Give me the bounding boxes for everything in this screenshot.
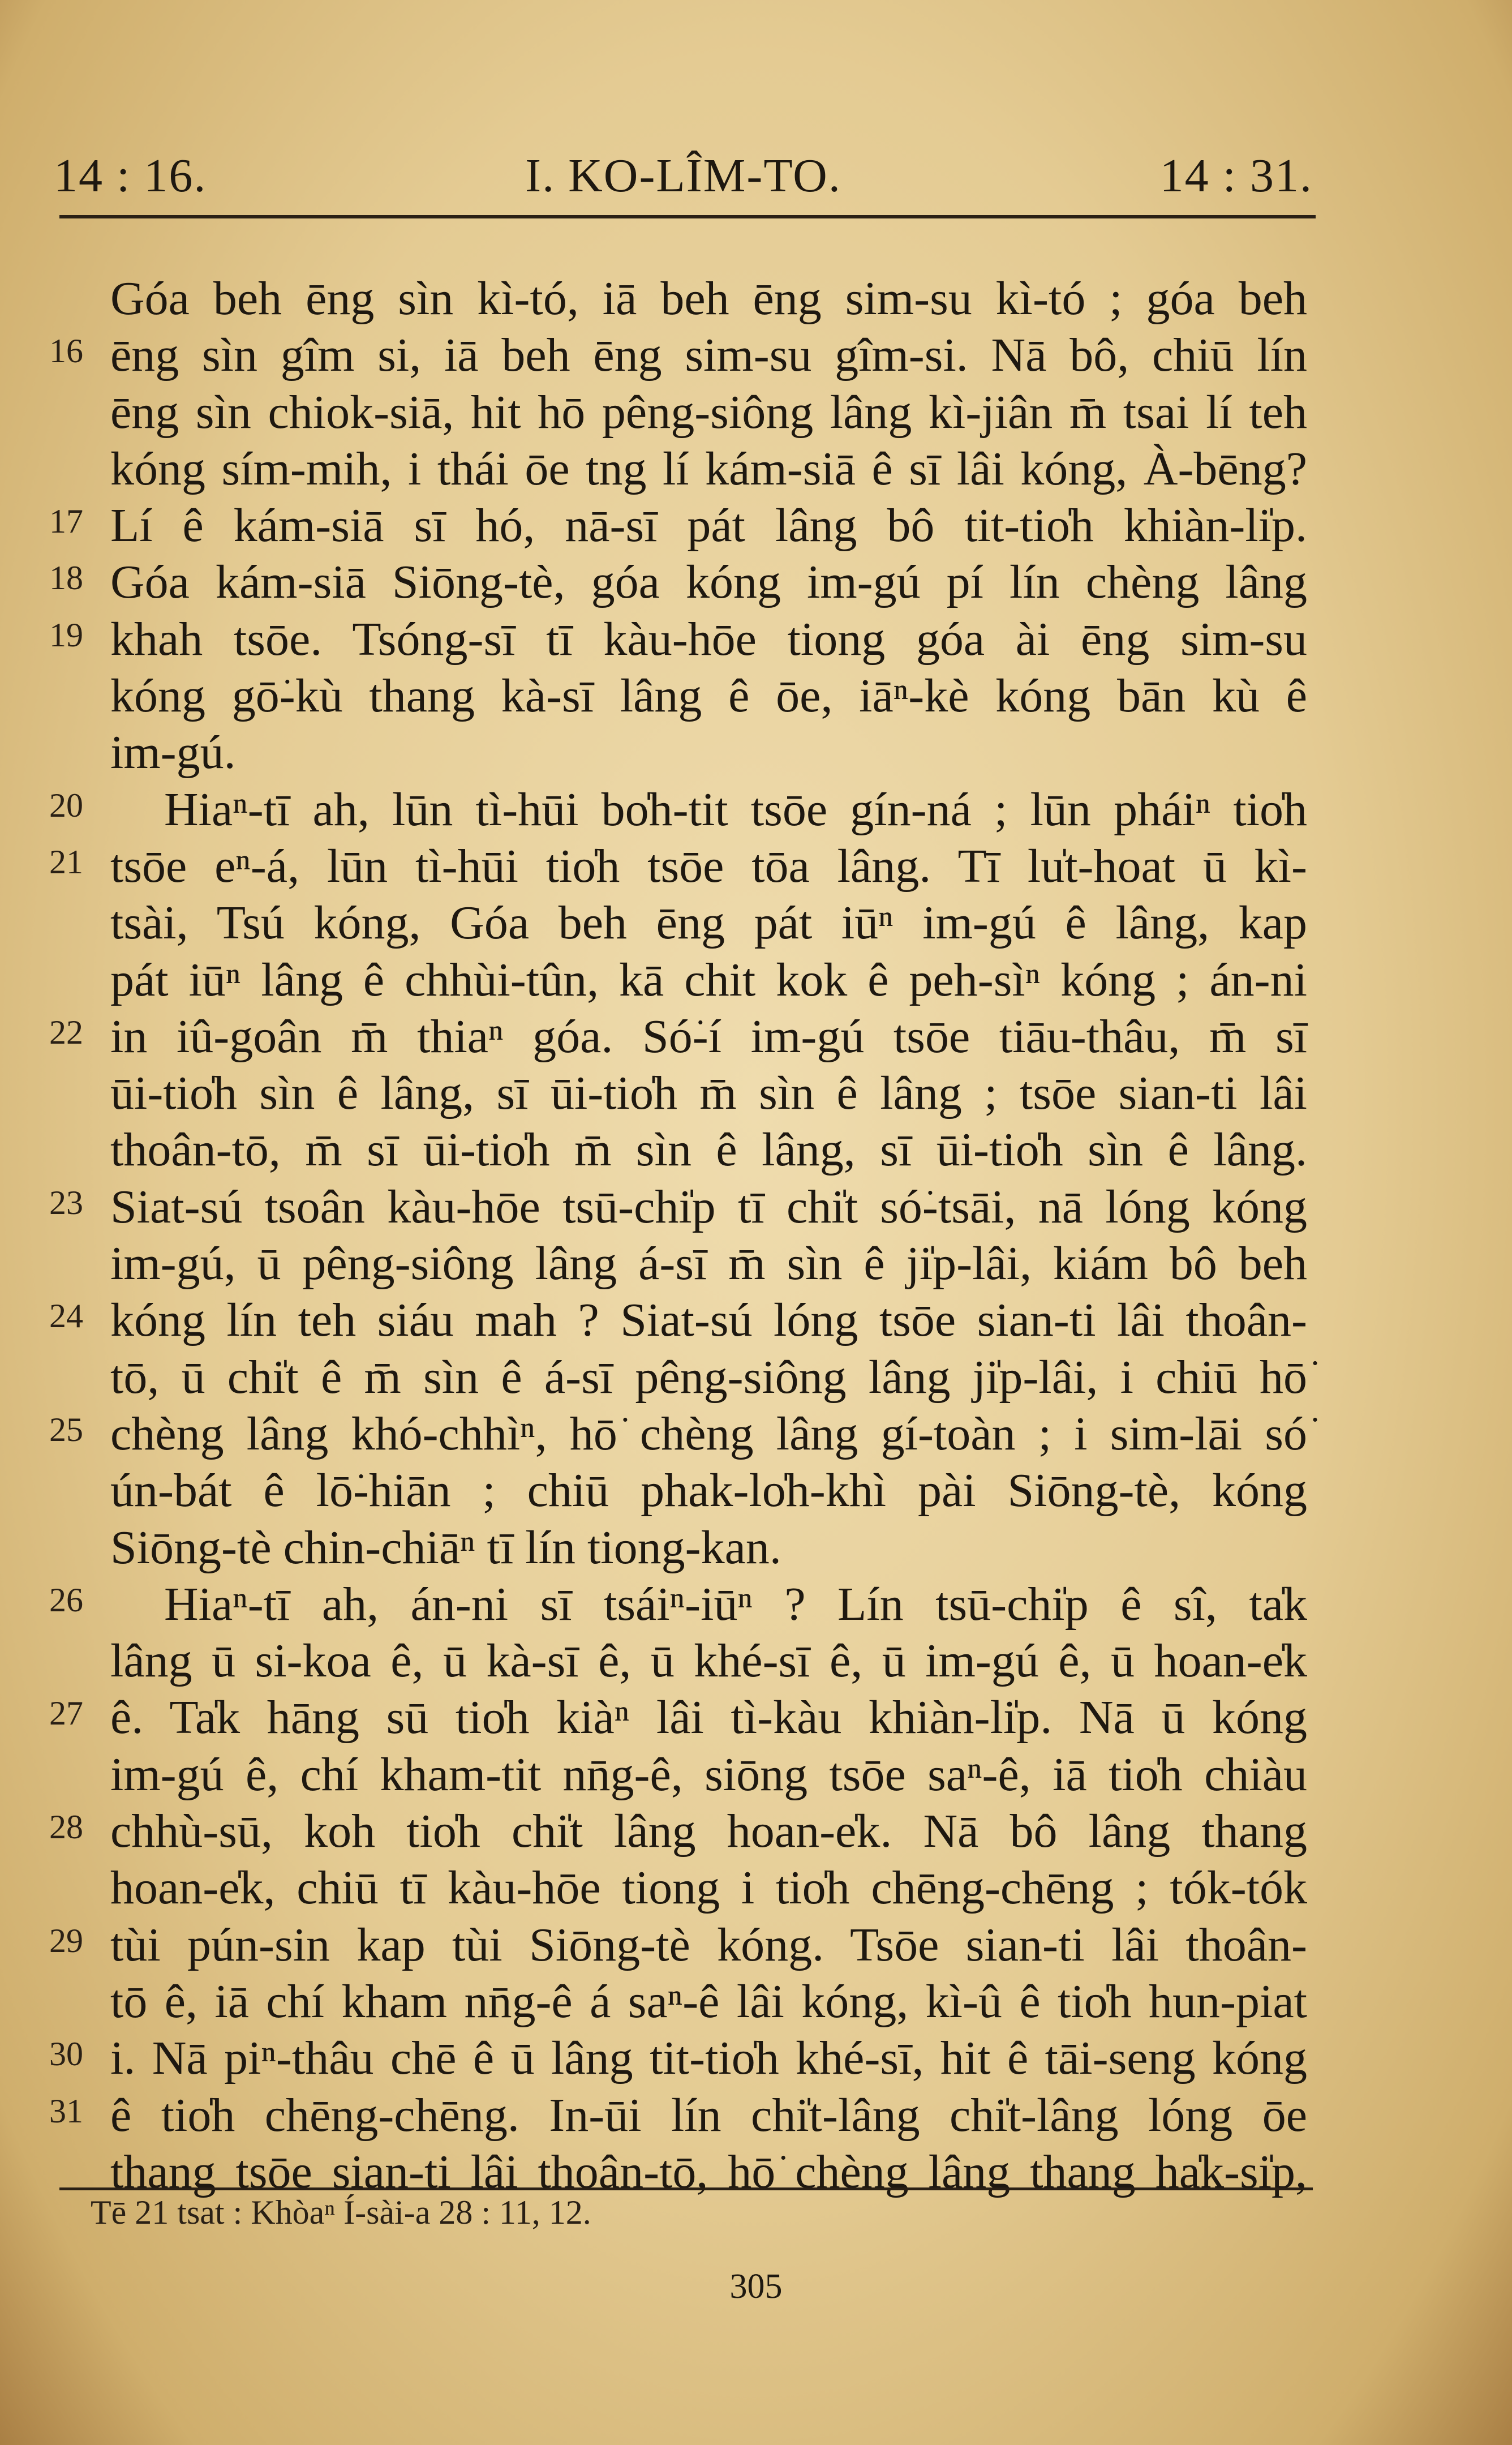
text-line: [110, 668, 1307, 724]
line-text: ūi-tio̍h sìn ê lâng, sī ūi-tio̍h m̄ sìn ê lâng ; tsōe sian-ti lâi: [110, 1067, 1307, 1120]
line-text: Lí ê kám-siā sī hó, nā-sī pát lâng bô tit-tio̍h khiàn-li̍p.: [110, 499, 1307, 552]
text-line: [49, 782, 1307, 838]
text-line: [49, 1689, 1307, 1746]
line-text: tō ê, iā chí kham nn̄g-ê á saⁿ-ê lâi kóng, kì-û ê tio̍h hun-piat: [110, 1975, 1307, 2028]
line-text: i. Nā piⁿ-thâu chē ê ū lâng tit-tio̍h khé-sī, hit ê tāi-seng kóng: [110, 2032, 1307, 2085]
verse-number: 16: [49, 332, 83, 370]
verse-number: 20: [49, 786, 83, 824]
text-line: [110, 1974, 1307, 2030]
text-line: [110, 1349, 1307, 1406]
header-chapter-end: 14 : 31.: [1159, 149, 1313, 202]
text-line: [110, 1860, 1307, 1916]
text-line: [49, 1009, 1307, 1065]
verse-number: 24: [49, 1297, 83, 1335]
verse-number: 27: [49, 1695, 83, 1732]
verse-number: 31: [49, 2092, 83, 2130]
line-text: im-gú.: [110, 726, 236, 779]
line-text: ê tio̍h chēng-chēng. In-ūi lín chi̍t-lâng chi̍t-lâng lóng ōe: [110, 2088, 1307, 2142]
line-text: Hiaⁿ-tī ah, án-ni sī tsáiⁿ-iūⁿ ? Lín tsū-chi̍p ê sî, ta̍k: [164, 1577, 1307, 1631]
line-text: kóng gō͘-kù thang kà-sī lâng ê ōe, iāⁿ-kè kóng bān kù ê: [110, 670, 1307, 723]
line-text: Góa kám-siā Siōng-tè, góa kóng im-gú pí lín chèng lâng: [110, 556, 1307, 609]
line-text: Siōng-tè chin-chiāⁿ tī lín tiong-kan.: [110, 1521, 781, 1574]
text-line: [49, 838, 1307, 895]
text-line: [110, 2144, 1307, 2200]
line-text: Hiaⁿ-tī ah, lūn tì-hūi bo̍h-tit tsōe gín-ná ; lūn pháiⁿ tio̍h: [164, 783, 1307, 836]
line-text: ún-bát ê lō͘-hiān ; chiū phak-lo̍h-khì pài Siōng-tè, kóng: [110, 1464, 1307, 1517]
text-line: [49, 1917, 1307, 1974]
text-body: [49, 271, 1307, 2200]
footnote: Tē 21 tsat : Khòaⁿ Í-sài-a 28 : 11, 12.: [91, 2194, 591, 2231]
text-line: [110, 1633, 1307, 1689]
line-text: im-gú ê, chí kham-tit nn̄g-ê, siōng tsōe saⁿ-ê, iā tio̍h chiàu: [110, 1748, 1307, 1801]
header-chapter-start: 14 : 16.: [54, 149, 207, 202]
text-line: [49, 1803, 1307, 1860]
verse-number: 22: [49, 1013, 83, 1051]
line-text: ê. Ta̍k hāng sū tio̍h kiàⁿ lâi tì-kàu khiàn-li̍p. Nā ū kóng: [110, 1691, 1307, 1744]
line-text: lâng ū si-koa ê, ū kà-sī ê, ū khé-sī ê, ū im-gú ê, ū hoan-e̍k: [110, 1635, 1307, 1688]
line-text: in iû-goân m̄ thiaⁿ góa. Só͘-í im-gú tsōe tiāu-thâu, m̄ sī: [110, 1010, 1307, 1063]
text-line: [110, 1065, 1307, 1122]
text-line: [49, 1406, 1307, 1462]
text-line: [110, 724, 1307, 781]
text-line: [49, 497, 1307, 554]
footnote-rule: [59, 2187, 1313, 2190]
line-text: tō, ū chi̍t ê m̄ sìn ê á-sī pêng-siông lâng ji̍p-lâi, i chiū hō͘: [110, 1350, 1307, 1404]
running-header: [54, 148, 1313, 205]
text-line: [49, 327, 1307, 384]
text-line: [49, 1179, 1307, 1236]
page-number: 305: [729, 2267, 783, 2306]
text-line: [110, 271, 1307, 327]
line-text: kóng lín teh siáu mah ? Siat-sú lóng tsōe sian-ti lâi thoân-: [110, 1294, 1307, 1347]
text-line: [49, 1292, 1307, 1349]
line-text: pát iūⁿ lâng ê chhùi-tûn, kā chit kok ê peh-sìⁿ kóng ; án-ni: [110, 953, 1307, 1006]
verse-number: 30: [49, 2035, 83, 2073]
line-text: chèng lâng khó-chhìⁿ, hō͘ chèng lâng gí-toàn ; i sim-lāi só͘: [110, 1407, 1307, 1460]
line-text: Góa beh ēng sìn kì-tó, iā beh ēng sim-su kì-tó ; góa beh: [110, 272, 1307, 325]
verse-number: 23: [49, 1183, 83, 1221]
text-line: [110, 1462, 1307, 1519]
text-line: [110, 1122, 1307, 1178]
header-book-title: I. KO-LÎM-TO.: [525, 149, 841, 202]
verse-number: 17: [49, 503, 83, 541]
verse-number: 29: [49, 1921, 83, 1959]
line-text: hoan-e̍k, chiū tī kàu-hōe tiong i tio̍h chēng-chēng ; tók-tók: [110, 1861, 1307, 1915]
text-line: [110, 441, 1307, 497]
verse-number: 25: [49, 1410, 83, 1448]
line-text: Siat-sú tsoân kàu-hōe tsū-chi̍p tī chi̍t só͘-tsāi, nā lóng kóng: [110, 1180, 1307, 1233]
verse-number: 28: [49, 1808, 83, 1846]
text-line: [110, 1236, 1307, 1292]
text-line: [49, 2087, 1307, 2144]
line-text: ēng sìn gîm si, iā beh ēng sim-su gîm-si. Nā bô, chiū lín: [110, 329, 1307, 382]
line-text: tsōe eⁿ-á, lūn tì-hūi tio̍h tsōe tōa lâng. Tī lu̍t-hoat ū kì-: [110, 839, 1307, 893]
verse-number: 26: [49, 1581, 83, 1619]
verse-number: 21: [49, 843, 83, 881]
line-text: ēng sìn chiok-siā, hit hō pêng-siông lâng kì-jiân m̄ tsai lí teh: [110, 385, 1307, 439]
line-text: khah tsōe. Tsóng-sī tī kàu-hōe tiong góa ài ēng sim-su: [110, 612, 1307, 666]
line-text: im-gú, ū pêng-siông lâng á-sī m̄ sìn ê ji̍p-lâi, kiám bô beh: [110, 1237, 1307, 1290]
line-text: thang tsōe sian-ti lâi thoân-tō, hō͘ chèng lâng thang ha̍k-si̍p,: [110, 2145, 1307, 2198]
text-line: [110, 952, 1307, 1009]
text-line: [49, 2030, 1307, 2087]
text-line: [49, 611, 1307, 668]
text-line: [110, 1520, 1307, 1576]
verse-number: 18: [49, 559, 83, 597]
header-rule: [59, 215, 1316, 218]
line-text: kóng sím-mih, i thái ōe tng lí kám-siā ê sī lâi kóng, À-bēng?: [110, 442, 1307, 495]
line-text: thoân-tō, m̄ sī ūi-tio̍h m̄ sìn ê lâng, sī ūi-tio̍h sìn ê lâng.: [110, 1123, 1307, 1177]
text-line: [49, 1576, 1307, 1633]
text-line: [110, 1747, 1307, 1803]
text-line: [110, 895, 1307, 951]
line-text: chhù-sū, koh tio̍h chi̍t lâng hoan-e̍k. Nā bô lâng thang: [110, 1805, 1307, 1858]
text-line: [110, 384, 1307, 441]
text-line: [49, 554, 1307, 611]
line-text: tsài, Tsú kóng, Góa beh ēng pát iūⁿ im-gú ê lâng, kap: [110, 896, 1307, 950]
verse-number: 19: [49, 616, 83, 654]
line-text: tùi pún-sin kap tùi Siōng-tè kóng. Tsōe sian-ti lâi thoân-: [110, 1918, 1307, 1971]
